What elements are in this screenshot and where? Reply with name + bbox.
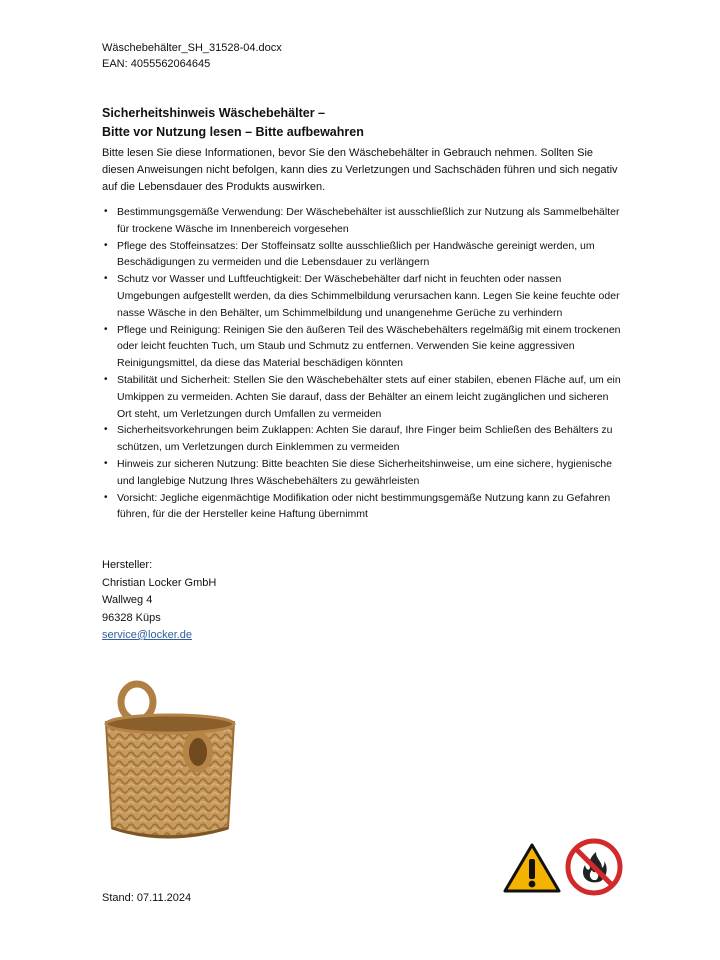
safety-point-text: Vorsicht: Jegliche eigenmächtige Modifikation oder nicht bestimmungsgemäße Nutzung kann zu Gefahren führen, für die der Hersteller keine Haftung übernimmt <box>117 491 611 521</box>
woven-basket-image <box>92 678 242 846</box>
title-line-1: Sicherheitshinweis Wäschebehälter – <box>102 106 325 120</box>
bullet-icon: • <box>104 373 108 385</box>
document-header <box>102 40 282 72</box>
bullet-icon: • <box>104 424 108 436</box>
intro-paragraph: Bitte lesen Sie diese Informationen, bevor Sie den Wäschebehälter in Gebrauch nehmen. Sollten Sie diesen Anweisungen nicht befolgen, kann dies zu Verletzungen und Sachschäden führen und sich negativ auf die Lebensdauer des Produkts auswirken. <box>102 147 618 193</box>
manufacturer-block <box>102 557 216 645</box>
safety-point <box>102 422 622 456</box>
document-title <box>102 104 364 142</box>
bullet-icon: • <box>104 273 108 285</box>
manufacturer-street: Wallweg 4 <box>102 594 153 606</box>
manufacturer-email-link[interactable]: service@locker.de <box>102 629 193 641</box>
warning-triangle-icon <box>502 842 562 894</box>
bullet-icon: • <box>104 457 108 469</box>
safety-points-list <box>102 204 622 523</box>
safety-point-text: Pflege und Reinigung: Reinigen Sie den äußeren Teil des Wäschebehälters regelmäßig mit einem trockenen oder leicht feuchten Tuch, um Staub und Schmutz zu entfernen. Verwenden Sie keine aggressiven Reinigungsmittel, da diese das Material beschädigen könnten <box>117 323 621 370</box>
stand-date: Stand: 07.11.2024 <box>102 892 192 904</box>
safety-point-text: Pflege des Stoffeinsatzes: Der Stoffeinsatz sollte ausschließlich per Handwäsche gereinigt werden, um Beschädigungen zu vermeiden und die Lebensdauer zu verlängern <box>117 239 595 269</box>
safety-point <box>102 204 622 238</box>
safety-point <box>102 322 622 372</box>
title-line-2: Bitte vor Nutzung lesen – Bitte aufbewahren <box>102 125 364 139</box>
bullet-icon: • <box>104 239 108 251</box>
no-open-flame-icon <box>565 838 623 896</box>
bullet-icon: • <box>104 323 108 335</box>
safety-point <box>102 238 622 272</box>
safety-point-text: Hinweis zur sicheren Nutzung: Bitte beachten Sie diese Sicherheitshinweise, um eine sichere, hygienische und langlebige Nutzung Ihres Wäschebehälters zu gewährleisten <box>117 457 612 487</box>
safety-point <box>102 372 622 422</box>
bullet-icon: • <box>104 491 108 503</box>
header-ean: EAN: 4055562064645 <box>102 58 211 70</box>
manufacturer-label: Hersteller: <box>102 559 153 571</box>
safety-point <box>102 456 622 490</box>
safety-point-text: Bestimmungsgemäße Verwendung: Der Wäschebehälter ist ausschließlich zur Nutzung als Sammelbehälter für trockene Wäsche im Innenbereich vorgesehen <box>117 206 620 235</box>
bullet-icon: • <box>104 206 108 217</box>
safety-point <box>102 271 622 321</box>
manufacturer-city: 96328 Küps <box>102 611 161 624</box>
manufacturer-company: Christian Locker GmbH <box>102 576 217 589</box>
safety-point-text: Sicherheitsvorkehrungen beim Zuklappen: Achten Sie darauf, Ihre Finger beim Schließen des Behälters zu schützen, um Verletzungen durch Einklemmen zu vermeiden <box>117 424 613 454</box>
safety-point-text: Schutz vor Wasser und Luftfeuchtigkeit: Der Wäschebehälter darf nicht in feuchten oder nassen Umgebungen aufgestellt werden, da dies Schimmelbildung verursachen kann. Legen Sie keine feuchte oder nasse Wäsche in den Behälter, um Schimmelbildung und unangenehme Gerüche zu verhindern <box>117 273 620 319</box>
safety-point <box>102 490 622 524</box>
header-filename: Wäschebehälter_SH_31528-04.docx <box>102 42 282 54</box>
safety-point-text: Stabilität und Sicherheit: Stellen Sie den Wäschebehälter stets auf einer stabilen, ebenen Fläche auf, um ein Umkippen zu vermeiden. Achten Sie darauf, dass der Behälter an einem leicht zugänglichen und sicheren Ort steht, um Verletzungen durch Umfallen zu vermeiden <box>117 373 621 420</box>
